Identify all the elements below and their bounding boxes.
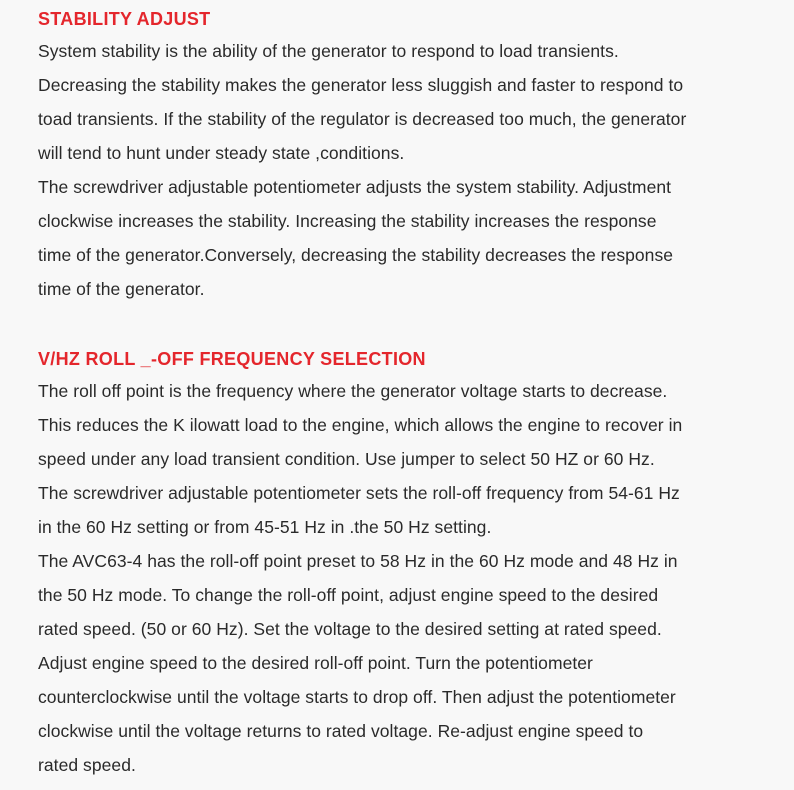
- vhz-text-line: clockwise until the voltage returns to rated voltage. Re-adjust engine speed to: [38, 721, 644, 741]
- vhz-rolloff-heading: V/HZ ROLL _-OFF FREQUENCY SELECTION: [38, 349, 426, 369]
- vhz-text-line: the 50 Hz mode. To change the roll-off point, adjust engine speed to the desired: [38, 585, 659, 605]
- stability-text-line: time of the generator.: [38, 279, 205, 299]
- stability-adjust-heading: STABILITY ADJUST: [38, 9, 211, 29]
- stability-text-line: will tend to hunt under steady state ,conditions.: [38, 143, 405, 163]
- stability-text-line: System stability is the ability of the generator to respond to load transients.: [38, 41, 619, 61]
- vhz-text-line: rated speed. (50 or 60 Hz). Set the voltage to the desired setting at rated speed.: [38, 619, 662, 639]
- vhz-text-line: The AVC63-4 has the roll-off point preset to 58 Hz in the 60 Hz mode and 48 Hz in: [38, 551, 678, 571]
- stability-adjust-section: [38, 6, 794, 306]
- vhz-text-line: Adjust engine speed to the desired roll-off point. Turn the potentiometer: [38, 653, 593, 673]
- stability-text-line: Decreasing the stability makes the generator less sluggish and faster to respond to: [38, 75, 684, 95]
- stability-text-line: The screwdriver adjustable potentiometer adjusts the system stability. Adjustment: [38, 177, 672, 197]
- vhz-text-line: The screwdriver adjustable potentiometer sets the roll-off frequency from 54-61 Hz: [38, 483, 680, 503]
- stability-text-line: clockwise increases the stability. Increasing the stability increases the response: [38, 211, 657, 231]
- vhz-text-line: rated speed.: [38, 755, 136, 775]
- vhz-text-line: counterclockwise until the voltage starts to drop off. Then adjust the potentiometer: [38, 687, 676, 707]
- vhz-rolloff-section: [38, 346, 794, 782]
- vhz-text-line: The roll off point is the frequency where the generator voltage starts to decrease.: [38, 381, 668, 401]
- vhz-text-line: speed under any load transient condition. Use jumper to select 50 HZ or 60 Hz.: [38, 449, 655, 469]
- vhz-text-line: This reduces the K ilowatt load to the engine, which allows the engine to recover in: [38, 415, 683, 435]
- stability-text-line: time of the generator.Conversely, decreasing the stability decreases the response: [38, 245, 674, 265]
- vhz-text-line: in the 60 Hz setting or from 45-51 Hz in .the 50 Hz setting.: [38, 517, 492, 537]
- stability-text-line: toad transients. If the stability of the regulator is decreased too much, the generator: [38, 109, 687, 129]
